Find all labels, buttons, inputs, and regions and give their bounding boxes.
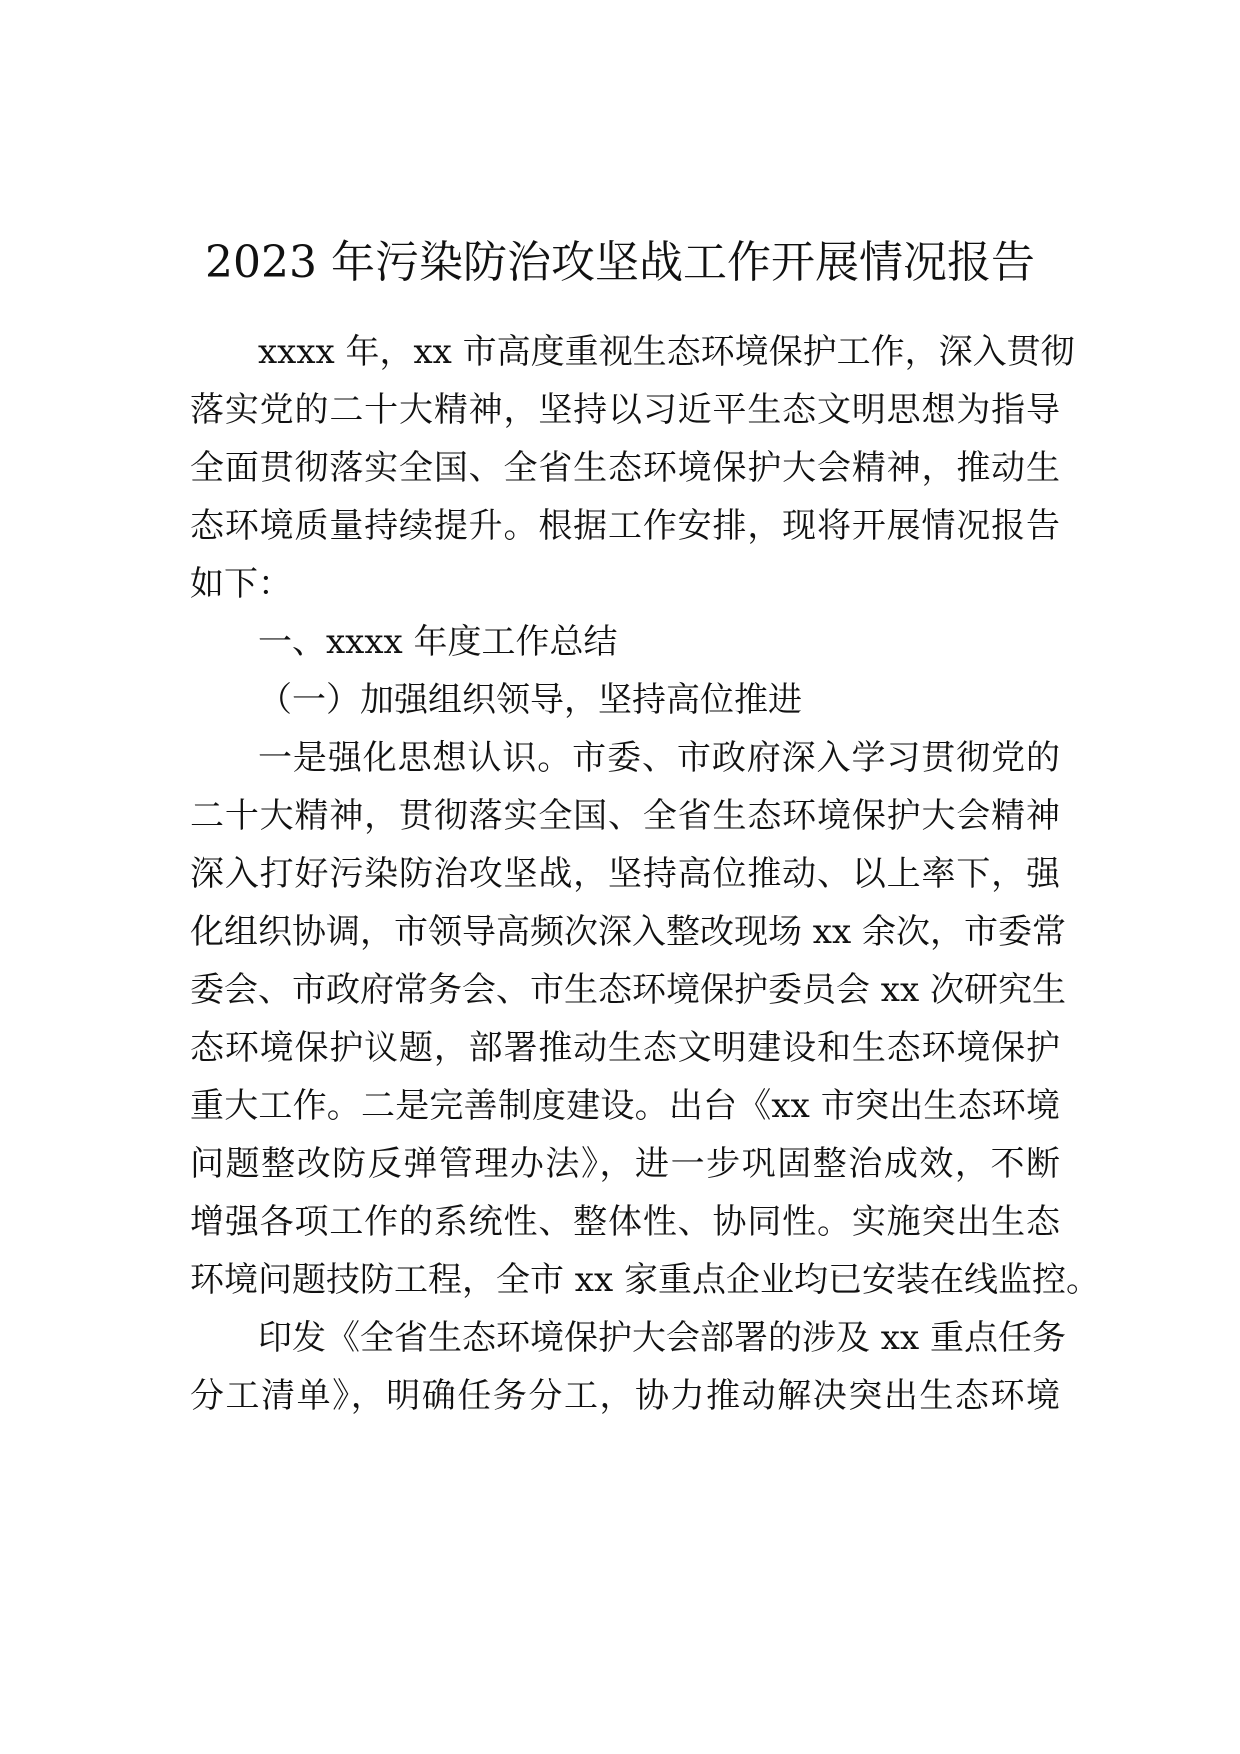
body-line-12: 重大工作。二是完善制度建设。出台《xx 市突出生态环境 [190,1086,1060,1126]
body-line-10: 委会、市政府常务会、市生态环境保护委员会 xx 次研究生 [190,970,1066,1010]
body-line-5: 如下： [190,564,292,604]
page-title: 2023 年污染防治攻坚战工作开展情况报告 [205,237,1035,288]
body-line-17: 分工清单》，明确任务分工，协力推动解决突出生态环境 [190,1376,1060,1416]
body-line-13: 问题整改防反弹管理办法》，进一步巩固整治成效，不断 [190,1144,1060,1184]
body-line-7: 二十大精神，贯彻落实全国、全省生态环境保护大会精神 [190,796,1060,836]
body-line-15: 环境问题技防工程，全市 xx 家重点企业均已安装在线监控。 [190,1260,1100,1300]
body-line-3: 全面贯彻落实全国、全省生态环境保护大会精神，推动生 [190,448,1060,488]
body-line-14: 增强各项工作的系统性、整体性、协同性。实施突出生态 [190,1202,1060,1242]
subsection-heading-1: （一）加强组织领导，坚持高位推进 [258,680,802,720]
body-line-4: 态环境质量持续提升。根据工作安排，现将开展情况报告 [190,506,1060,546]
body-line-6: 一是强化思想认识。市委、市政府深入学习贯彻党的 [258,738,1060,778]
body-line-2: 落实党的二十大精神，坚持以习近平生态文明思想为指导 [190,390,1060,430]
body-line-9: 化组织协调，市领导高频次深入整改现场 xx 余次，市委常 [190,912,1066,952]
body-line-8: 深入打好污染防治攻坚战，坚持高位推动、以上率下，强 [190,854,1060,894]
body-line-1: xxxx 年，xx 市高度重视生态环境保护工作，深入贯彻 [258,332,1075,372]
section-heading-1: 一、xxxx 年度工作总结 [258,622,618,662]
body-line-11: 态环境保护议题，部署推动生态文明建设和生态环境保护 [190,1028,1060,1068]
body-line-16: 印发《全省生态环境保护大会部署的涉及 xx 重点任务 [258,1318,1066,1358]
